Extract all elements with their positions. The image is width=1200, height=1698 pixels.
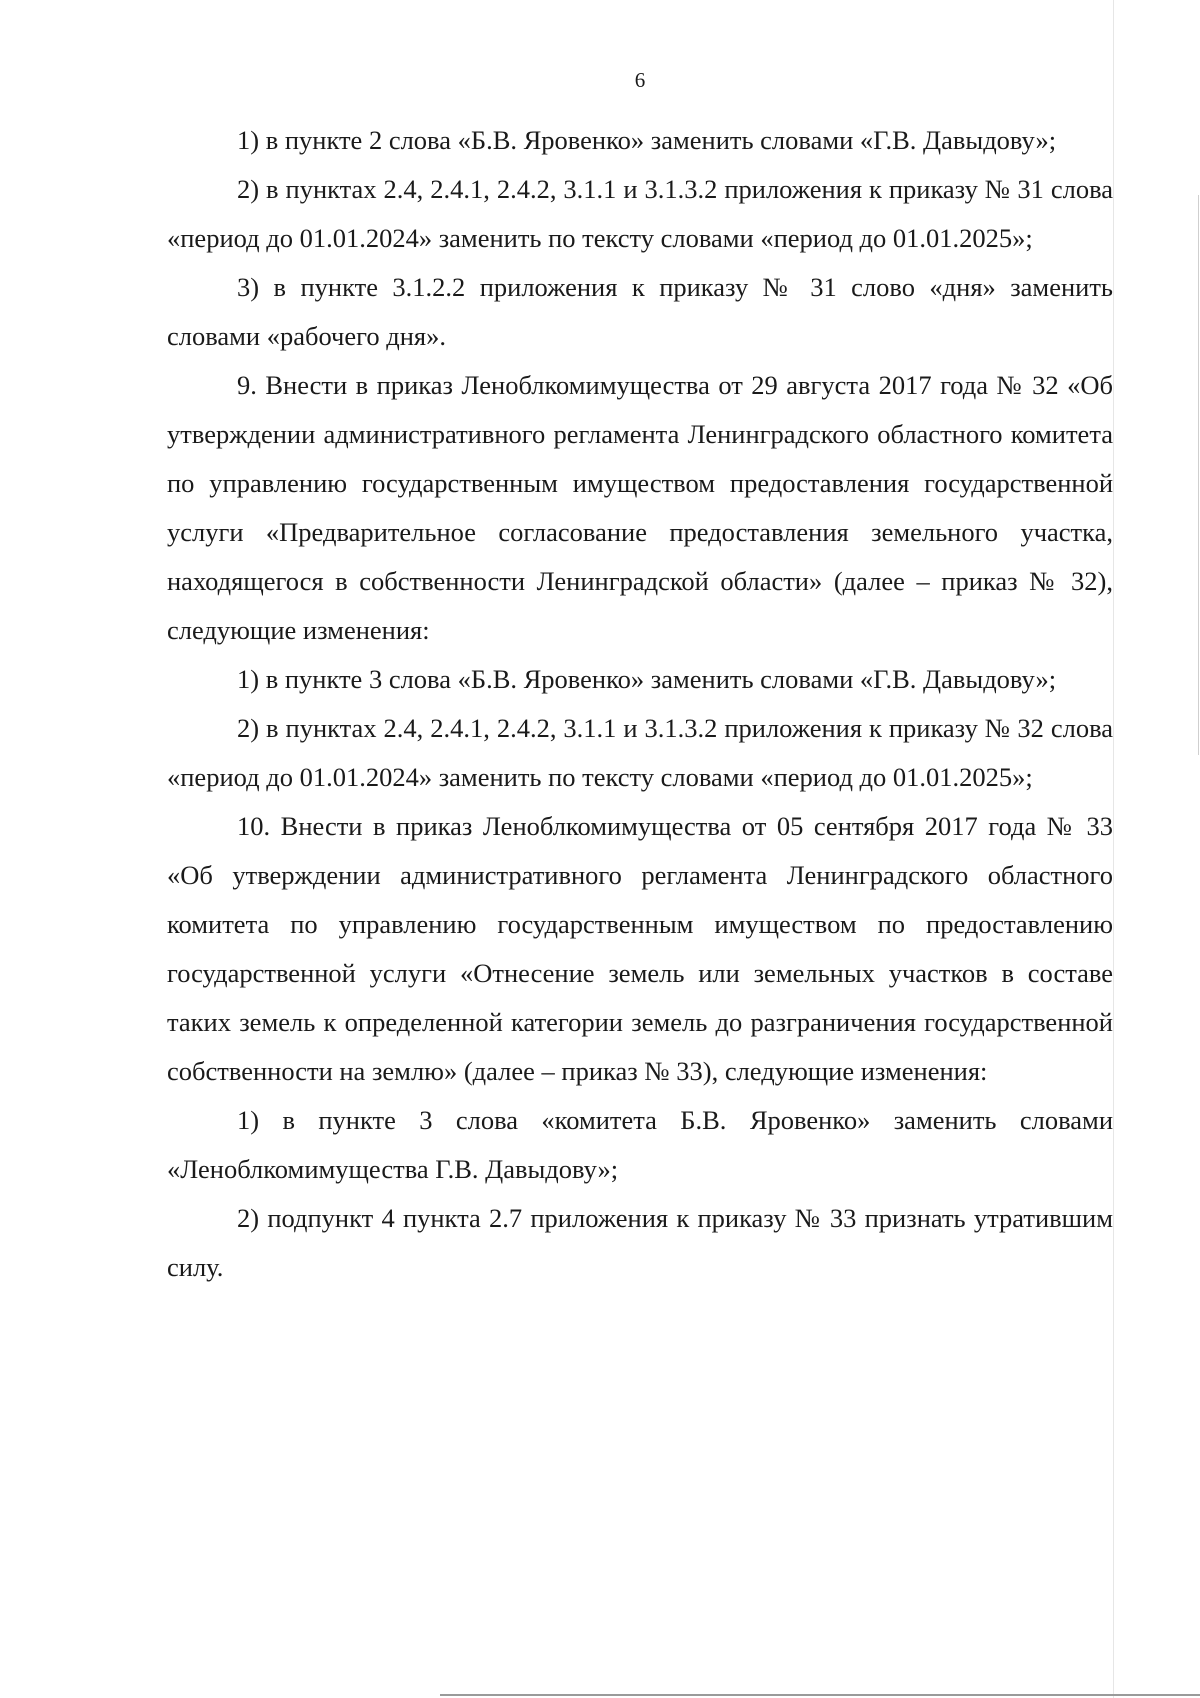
paragraph-item-2-periods-32: 2) в пунктах 2.4, 2.4.1, 2.4.2, 3.1.1 и 3.1.3.2 приложения к приказу № 32 слова «период до 01.01.2024» заменить по тексту словами «период до 01.01.2025»; (167, 713, 1113, 792)
paragraph-item-1-p3: 1) в пункте 3 слова «Б.В. Яровенко» заменить словами «Г.В. Давыдову»; (237, 664, 1057, 694)
scan-edge-mark (1198, 195, 1199, 755)
paragraph-item-3-working-day: 3) в пункте 3.1.2.2 приложения к приказу № 31 слово «дня» заменить словами «рабочего дня». (167, 272, 1113, 351)
document-body (167, 116, 1113, 1292)
scan-bottom-line (440, 1694, 1200, 1696)
page-number: 6 (634, 68, 646, 92)
paragraph-item-2-invalid: 2) подпункт 4 пункта 2.7 приложения к приказу № 33 признать утратившим силу. (167, 1203, 1113, 1282)
paragraph-item-2-periods: 2) в пунктах 2.4, 2.4.1, 2.4.2, 3.1.1 и 3.1.3.2 приложения к приказу № 31 слова «период до 01.01.2024» заменить по тексту словами «период до 01.01.2025»; (167, 174, 1113, 253)
paragraph-section-10: 10. Внести в приказ Леноблкомимущества от 05 сентября 2017 года № 33 «Об утверждении административного регламента Ленинградского областного комитета по управлению государственным имуществом по предоставлению государственной услуги «Отнесение земель или земельных участков в составе таких земель к определенной категории земель до разграничения государственной собственности на землю» (далее – приказ № 33), следующие изменения: (167, 811, 1113, 1086)
paragraph-section-9: 9. Внести в приказ Леноблкомимущества от 29 августа 2017 года № 32 «Об утверждении административного регламента Ленинградского областного комитета по управлению государственным имуществом предоставления государственной услуги «Предварительное согласование предоставления земельного участка, находящегося в собственности Ленинградской области» (далее – приказ № 32), следующие изменения: (167, 370, 1113, 645)
paragraph-item-1-committee: 1) в пункте 3 слова «комитета Б.В. Яровенко» заменить словами «Леноблкомимущества Г.В. Давыдову»; (167, 1105, 1113, 1184)
paragraph-item-1-p2: 1) в пункте 2 слова «Б.В. Яровенко» заменить словами «Г.В. Давыдову»; (237, 125, 1057, 155)
scan-edge-line (1113, 0, 1114, 1698)
